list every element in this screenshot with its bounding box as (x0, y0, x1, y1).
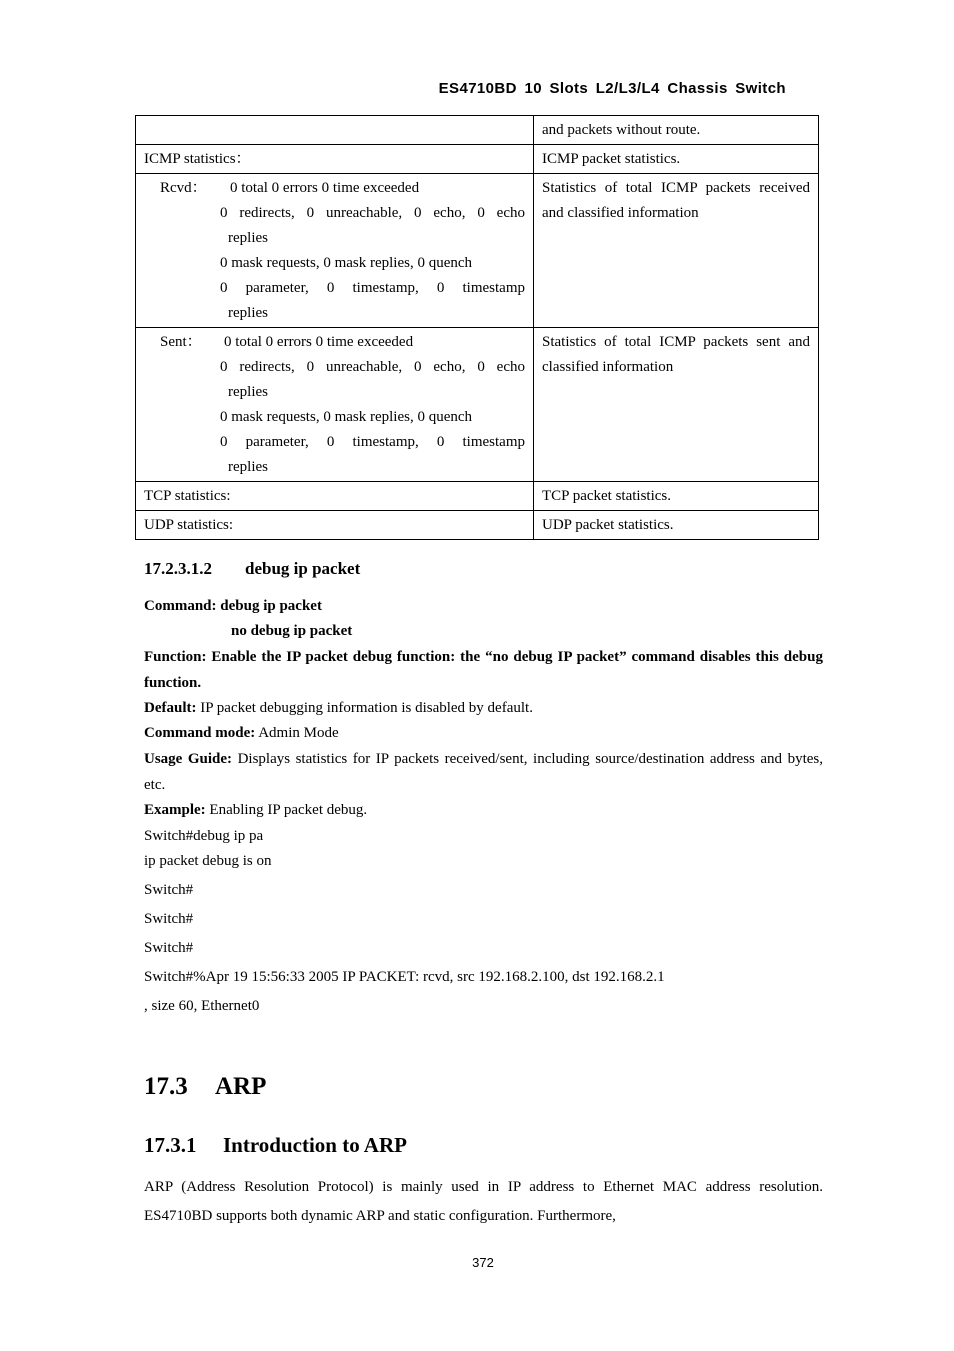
section-heading-arp (144, 1073, 823, 1101)
usage-line (144, 747, 823, 798)
command-text: debug ip packet (220, 598, 322, 614)
rcvd-line: 0 mask requests, 0 mask replies, 0 quench (220, 255, 473, 271)
sent-line: replies (228, 459, 268, 475)
statistics-table (135, 115, 819, 540)
default-line (144, 696, 823, 722)
sent-line: 0 parameter, 0 timestamp, 0 timestamp (220, 434, 525, 450)
table-cell (136, 174, 534, 328)
sent-line: replies (228, 384, 268, 400)
table-cell: and packets without route. (534, 116, 819, 145)
usage-label: Usage Guide: (144, 751, 233, 767)
table-cell: TCP statistics: (136, 482, 534, 511)
rcvd-first-line (144, 176, 525, 201)
example-label: Example: (144, 802, 206, 818)
usage-text: Displays statistics for IP packets received/sent, including source/destination address and bytes, etc. (144, 751, 823, 793)
table-cell: ICMP packet statistics. (534, 145, 819, 174)
sent-lines (144, 355, 525, 480)
table-cell: Statistics of total ICMP packets received and classified information (534, 174, 819, 328)
rcvd-line: replies (228, 230, 268, 246)
table-cell: UDP packet statistics. (534, 511, 819, 540)
section-number: 17.3 (144, 1073, 188, 1100)
example-output-line: Switch#debug ip pa (144, 828, 264, 844)
table-cell: TCP packet statistics. (534, 482, 819, 511)
section-title: ARP (215, 1073, 267, 1100)
table-row (136, 328, 819, 482)
rcvd-lines (144, 201, 525, 326)
subsection-heading-arp-intro (144, 1133, 823, 1158)
section-number: 17.2.3.1.2 (144, 559, 212, 578)
default-text: IP packet debugging information is disabled by default. (200, 700, 533, 716)
example-text: Enabling IP packet debug. (209, 802, 368, 818)
table-row (136, 116, 819, 145)
page-number: 372 (472, 1255, 494, 1270)
example-output-line: ip packet debug is on (144, 853, 272, 869)
mode-text: Admin Mode (258, 725, 339, 741)
function-text: Function: Enable the IP packet debug function: the “no debug IP packet” command disables this debug function. (144, 649, 823, 691)
example-output-line: Switch# (144, 940, 194, 956)
example-output-line: Switch# (144, 911, 194, 927)
mode-label: Command mode: (144, 725, 256, 741)
subsection-number: 17.3.1 (144, 1133, 197, 1157)
command-no-line: no debug ip packet (231, 623, 353, 639)
rcvd-line: replies (228, 305, 268, 321)
table-row (136, 174, 819, 328)
example-line (144, 798, 823, 824)
example-output-line: , size 60, Ethernet0 (144, 998, 260, 1014)
example-output-line: Switch# (144, 882, 194, 898)
subsection-title: Introduction to ARP (223, 1133, 407, 1157)
sent-first-line (144, 330, 525, 355)
mode-line (144, 721, 823, 747)
rcvd-label: Rcvd： (160, 180, 207, 196)
table-cell: ICMP statistics： (136, 145, 534, 174)
sent-line: 0 redirects, 0 unreachable, 0 echo, 0 echo (220, 359, 525, 375)
section-heading-debug (144, 559, 823, 579)
table-cell (136, 116, 534, 145)
example-output-line: Switch#%Apr 19 15:56:33 2005 IP PACKET: rcvd, src 192.168.2.100, dst 192.168.2.1 (144, 969, 665, 985)
table-cell: UDP statistics: (136, 511, 534, 540)
sent-first: 0 total 0 errors 0 time exceeded (224, 334, 414, 350)
arp-intro-paragraph: ARP (Address Resolution Protocol) is mainly used in IP address to Ethernet MAC address resolution. ES4710BD supports both dynamic ARP and static configuration. Furthermore, (144, 1179, 823, 1224)
table-row (136, 511, 819, 540)
rcvd-line: 0 parameter, 0 timestamp, 0 timestamp (220, 280, 525, 296)
page-header: ES4710BD 10 Slots L2/L3/L4 Chassis Switch (438, 80, 786, 97)
sent-line: 0 mask requests, 0 mask replies, 0 quench (220, 409, 473, 425)
table-row (136, 482, 819, 511)
default-label: Default: (144, 700, 197, 716)
table-cell: Statistics of total ICMP packets sent and classified information (534, 328, 819, 482)
command-label: Command: (144, 598, 217, 614)
table-row (136, 145, 819, 174)
rcvd-line: 0 redirects, 0 unreachable, 0 echo, 0 echo (220, 205, 525, 221)
sent-label: Sent： (160, 334, 202, 350)
command-line (144, 594, 823, 620)
rcvd-first: 0 total 0 errors 0 time exceeded (230, 180, 420, 196)
section-title: debug ip packet (245, 559, 361, 578)
table-cell (136, 328, 534, 482)
